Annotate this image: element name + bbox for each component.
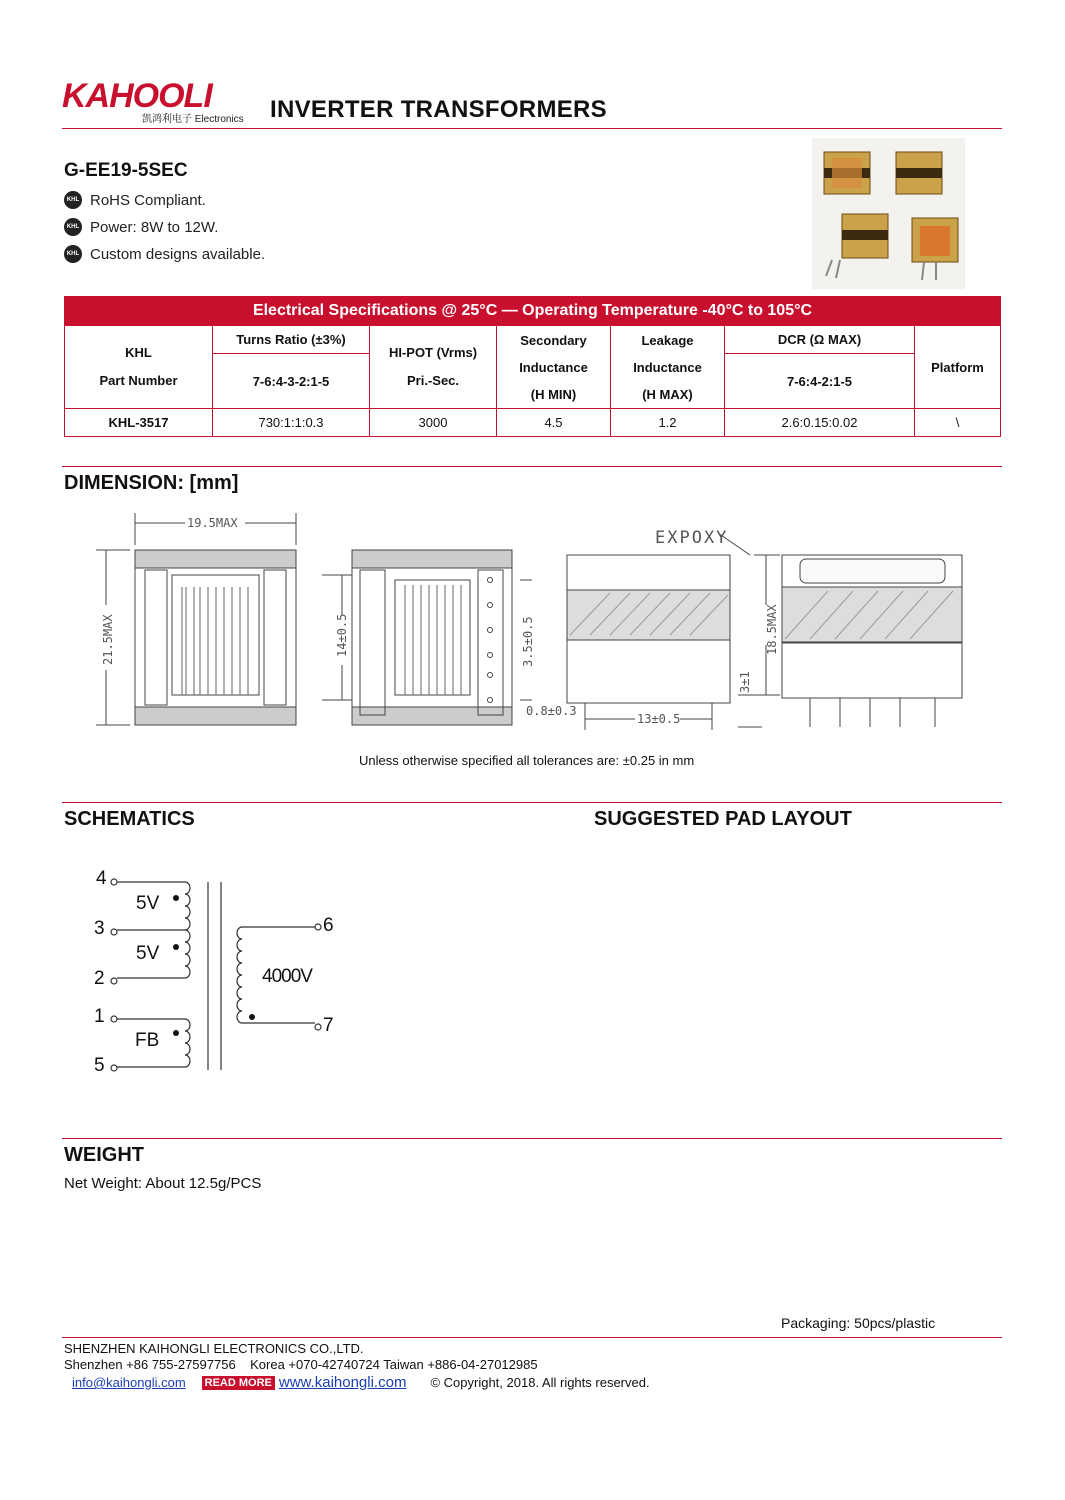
col-dcr-header: DCR (Ω MAX): [725, 326, 915, 354]
winding-fb-label: FB: [135, 1030, 160, 1051]
cell-part-number: KHL-3517: [65, 409, 213, 437]
col-hipot-header: [370, 326, 497, 409]
phone-numbers: Shenzhen +86 755-27597756 Korea +070-42740724 Taiwan +886-04-27012985: [64, 1357, 538, 1372]
col-hipot-label-2: Pri.-Sec.: [406, 373, 460, 388]
col-leak-label-1: Leakage: [641, 332, 694, 348]
feature-text: Custom designs available.: [90, 245, 266, 263]
model-number: G-EE19-5SEC: [64, 160, 188, 181]
feature-text: Power: 8W to 12W.: [90, 218, 219, 236]
section-divider: [62, 802, 1002, 803]
logo-wordmark: KAHOOLI: [62, 77, 212, 115]
col-secondary-inductance-header: [497, 326, 611, 409]
dim-height-label: 21.5MAX: [101, 614, 115, 665]
dim-pin-dia-label: 0.8±0.3: [526, 704, 577, 718]
pin-1-label: 1: [94, 1006, 105, 1027]
footer-divider: [62, 1337, 1002, 1338]
pin-7-label: 7: [323, 1015, 334, 1036]
weight-heading: WEIGHT: [64, 1144, 144, 1166]
feature-text: RoHS Compliant.: [90, 191, 206, 209]
col-hipot-label-1: HI-POT (Vrms): [388, 345, 478, 360]
section-divider: [62, 1138, 1002, 1139]
col-part-header: [65, 326, 213, 409]
electrical-spec-table: [64, 296, 1001, 437]
dim-row-span-label: 13±0.5: [637, 712, 681, 726]
schematics-heading: SCHEMATICS: [64, 808, 195, 830]
dim-pin-len-label: 3±1: [738, 671, 752, 693]
website-link[interactable]: www.kaihongli.com: [278, 1374, 407, 1391]
khl-bullet-icon: KHL: [64, 218, 82, 236]
col-leak-label-2: Inductance: [633, 359, 702, 375]
pin-6-label: 6: [323, 915, 334, 936]
read-more-button[interactable]: READ MORE: [202, 1376, 275, 1390]
company-name: SHENZHEN KAIHONGLI ELECTRONICS CO.,LTD.: [64, 1341, 364, 1356]
col-dcr-subheader: 7-6:4-2:1-5: [725, 354, 915, 409]
tolerance-note: Unless otherwise specified all tolerances are: ±0.25 in mm: [359, 753, 695, 768]
spec-table-title: Electrical Specifications @ 25°C — Operating Temperature -40°C to 105°C: [65, 297, 1001, 326]
cell-turns-ratio: 730:1:1:0.3: [213, 409, 370, 437]
company-logo: [62, 78, 262, 124]
packaging-note: Packaging: 50pcs/plastic: [781, 1315, 936, 1331]
dim-width-label: 19.5MAX: [187, 516, 238, 530]
col-part-label-1: KHL: [125, 345, 152, 360]
col-sec-label-2: Inductance: [519, 359, 588, 375]
col-leakage-inductance-header: [611, 326, 725, 409]
khl-bullet-icon: KHL: [64, 245, 82, 263]
col-sec-label-1: Secondary: [520, 332, 587, 348]
cell-hipot: 3000: [370, 409, 497, 437]
dim-pin-span-label: 14±0.5: [335, 613, 349, 657]
cell-leakage-inductance: 1.2: [611, 409, 725, 437]
col-turns-header: Turns Ratio (±3%): [213, 326, 370, 354]
pin-3-label: 3: [94, 918, 105, 939]
page-title: INVERTER TRANSFORMERS: [270, 96, 607, 123]
dim-body-height-label: 18.5MAX: [765, 604, 779, 655]
email-link[interactable]: info@kaihongli.com: [72, 1375, 186, 1390]
dimension-heading: DIMENSION: [mm]: [64, 472, 239, 494]
pad-layout-heading: SUGGESTED PAD LAYOUT: [594, 808, 852, 830]
dim-pin-pitch-label: 3.5±0.5: [521, 616, 535, 667]
khl-bullet-icon: KHL: [64, 191, 82, 209]
dim-epoxy-label: EXPOXY: [655, 528, 729, 548]
winding-5v-label: 5V: [136, 893, 160, 914]
logo-subtitle: 凯鸿利电子 Electronics: [142, 114, 244, 125]
feature-item: [64, 191, 206, 209]
cell-platform: \: [915, 409, 1001, 437]
dimension-drawing: [90, 505, 970, 740]
footer-links: [72, 1374, 650, 1391]
header-divider: [62, 128, 1002, 129]
pin-4-label: 4: [96, 868, 107, 889]
col-turns-subheader: 7-6:4-3-2:1-5: [213, 354, 370, 409]
col-platform-header: Platform: [915, 326, 1001, 409]
col-part-label-2: Part Number: [99, 373, 178, 388]
transformer-image: [824, 152, 958, 280]
net-weight: Net Weight: About 12.5g/PCS: [64, 1175, 262, 1192]
pin-5-label: 5: [94, 1055, 105, 1076]
schematic-diagram: [90, 865, 360, 1080]
table-row: [65, 409, 1001, 437]
copyright-text: © Copyright, 2018. All rights reserved.: [430, 1375, 650, 1390]
winding-5v-label: 5V: [136, 943, 160, 964]
cell-dcr: 2.6:0.15:0.02: [725, 409, 915, 437]
product-photo: [812, 138, 965, 289]
col-leak-label-3: (H MAX): [642, 386, 693, 402]
winding-4000v-label: 4000V: [262, 966, 312, 987]
feature-item: [64, 218, 218, 236]
feature-item: [64, 245, 265, 263]
cell-secondary-inductance: 4.5: [497, 409, 611, 437]
pin-2-label: 2: [94, 968, 105, 989]
section-divider: [62, 466, 1002, 467]
col-sec-label-3: (H MIN): [530, 386, 577, 402]
